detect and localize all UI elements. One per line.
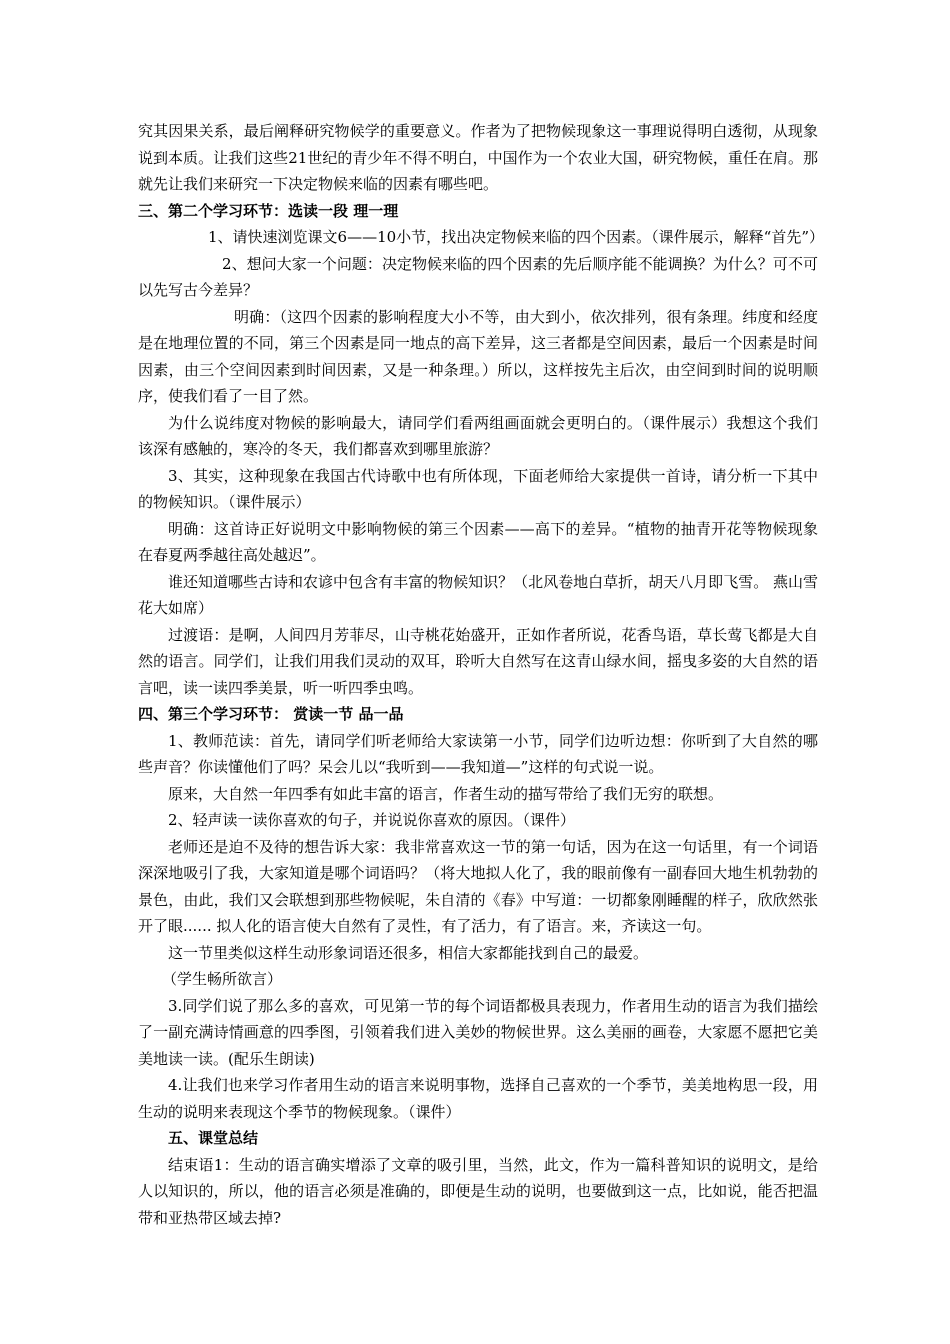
paragraph-teacher-favorite: 老师还是迫不及待的想告诉大家：我非常喜欢这一节的第一句话，因为在这一句话里，有一个词语深深地吸引了我，大家知道是哪个词语吗？（将大地拟人化了，我的眼前像有一副春回大地生机勃勃的景色，由此，我们又会联想到那些物候呢，朱自清的《春》中写道：一切都象刚睡醒的样子，欣欣然张开了眼...... 拟人化的语言使大自然有了灵性，有了活力，有了语言。来，齐读这一句。 [138,837,818,935]
paragraph-intro: 究其因果关系，最后阐释研究物候学的重要意义。作者为了把物候现象这一事理说得明白透彻，从现象说到本质。让我们这些21世纪的青少年不得不明白，中国作为一个农业大国，研究物候，重任在肩。那就先让我们来研究一下决定物候来临的因素有哪些吧。 [138,122,818,193]
paragraph-item-3: 3、其实，这种现象在我国古代诗歌中也有所体现，下面老师给大家提供一首诗，请分析一下其中的物候知识。（课件展示） [138,466,818,511]
paragraph-poems: 谁还知道哪些古诗和农谚中包含有丰富的物候知识？（北风卷地白草折，胡天八月即飞雪。 燕山雪花大如席） [138,572,818,617]
heading-section-4: 四、第三个学习环节： 赏读一节 品一品 [138,705,404,723]
heading-section-3: 三、第二个学习环节：选读一段 理一理 [138,201,399,220]
paragraph-clarify-1: 明确：（这四个因素的影响程度大小不等，由大到小，依次排列，很有条理。纬度和经度是在地理位置的不同，第三个因素是同一地点的高下差异，这三者都是空间因素，最后一个因素是时间因素，由三个空间因素到时间因素，又是一种条理。）所以，这样按先主后次，由空间到时间的说明顺序，使我们看了一目了然。 [138,307,818,405]
paragraph-read-aloud: 2、轻声读一读你喜欢的句子，并说说你喜欢的原因。（课件） [168,811,576,829]
paragraph-transition: 过渡语：是啊，人间四月芳菲尽，山寺桃花始盛开，正如作者所说，花香鸟语，草长莺飞都是大自然的语言。同学们，让我们用我们灵动的双耳，聆听大自然写在这青山绿水间，摇曳多姿的大自然的语言吧，读一读四季美景，听一听四季虫鸣。 [138,625,818,697]
paragraph-clarify-2: 明确：这首诗正好说明文中影响物候的第三个因素——高下的差异。“植物的抽青开花等物候现象在春夏两季越往高处越迟”。 [138,519,818,564]
paragraph-latitude: 为什么说纬度对物候的影响最大，请同学们看两组画面就会更明白的。（课件展示）我想这个我们该深有感触的，寒冷的冬天，我们都喜欢到哪里旅游？ [138,413,818,458]
paragraph-conclusion: 结束语1：生动的语言确实增添了文章的吸引里，当然，此文，作为一篇科普知识的说明文，是给人以知识的，所以，他的语言必须是准确的，即便是生动的说明，也要做到这一点，比如说，能否把温带和亚热带区域去掉? [138,1155,818,1227]
paragraph-original: 原来，大自然一年四季有如此丰富的语言，作者生动的描写带给了我们无穷的联想。 [168,784,724,803]
paragraph-item-3-reading: 3.同学们说了那么多的喜欢，可见第一节的每个词语都极具表现力，作者用生动的语言为我们描绘了一副充满诗情画意的四季图，引领着我们进入美妙的物候世界。这么美丽的画卷，大家愿不愿把它美美地读一读。(配乐生朗读) [138,996,818,1068]
paragraph-item-4-writing: 4.让我们也来学习作者用生动的语言来说明事物，选择自己喜欢的一个季节，美美地构思一段，用生动的说明来表现这个季节的物候现象。（课件） [138,1076,818,1121]
paragraph-students-speak: （学生畅所欲言） [162,970,283,988]
paragraph-item-1: 1、请快速浏览课文6——10小节，找出决定物候来临的四个因素。（课件展示，解释“首先”） [208,228,825,246]
paragraph-teacher-reading: 1、教师范读：首先，请同学们听老师给大家读第一小节，同学们边听边想：你听到了大自然的哪些声音？你读懂他们了吗？呆会儿以“我听到——我知道—”这样的句式说一说。 [138,731,818,776]
paragraph-item-2: 2、想问大家一个问题：决定物候来临的四个因素的先后顺序能不能调换？为什么？可不可以先写古今差异？ [138,254,818,299]
paragraph-more-words: 这一节里类似这样生动形象词语还很多，相信大家都能找到自己的最爱。 [168,943,649,962]
document-body [138,118,825,1231]
heading-section-5: 五、课堂总结 [168,1129,259,1147]
